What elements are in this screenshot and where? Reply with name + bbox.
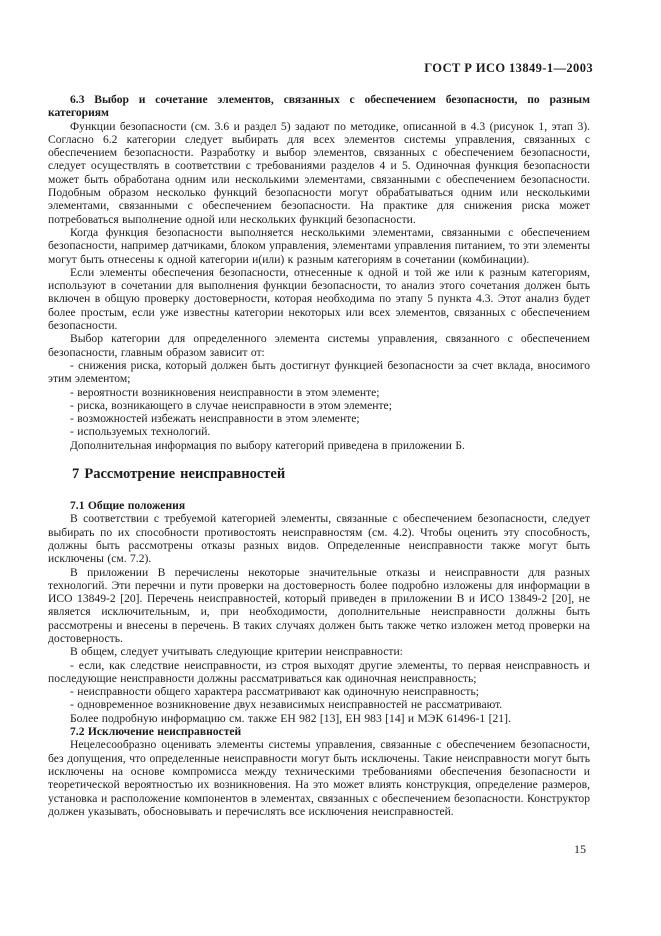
- paragraph: В соответствии с требуемой категорией элементы, связанные с обеспечением безопасности, следует выбирать по их способности противостоять неисправностям (см. 4.2). Чтобы оценить эту способность, должны быть рассмотрены отказы разных видов. Определенные неисправности также могут быть исключены (см. 7.2).: [48, 512, 590, 566]
- list-item: - возможностей избежать неисправности в этом элементе;: [70, 412, 360, 426]
- list-item: - вероятности возникновения неисправности в этом элементе;: [70, 385, 380, 399]
- list-item: - снижения риска, который должен быть достигнут функцией безопасности за счет вклада, вносимого этим элементом;: [48, 358, 590, 386]
- list-item: - если, как следствие неисправности, из строя выходят другие элементы, то первая неисправность и последующие неисправности должны рассматриваться как одиночная неисправность;: [48, 658, 590, 685]
- subsection-heading: 6.3 Выбор и сочетание элементов, связанных с обеспечением безопасности, по разным категориям: [48, 93, 590, 120]
- paragraph: Функции безопасности (см. 3.6 и раздел 5) задают по методике, описанной в 4.3 (рисунок 1, этап 3). Согласно 6.2 категории следует выбирать для всех элементов системы управления, связанных с обеспечением безопасности. Разработку и выбор элементов, связанных с обеспечением безопасности, следует осуществлять в соответствии с требованиями разделов 4 и 5. Одиночная функция безопасности может быть обработана одним или несколькими элементами, связанными с обеспечением безопасности. Подобным образом несколько функций безопасности могут обрабатываться одним или несколькими элементами, связанными с обеспечением безопасности. На практике для снижения риска может потребоваться выполнение одной или нескольких функций безопасности.: [48, 119, 590, 226]
- paragraph: Когда функция безопасности выполняется несколькими элементами, связанными с обеспечением безопасности, например датчиками, блоком управления, элементами управления питанием, то эти элементы могут быть отнесены к одной категории и(или) к разным категориям в сочетании (комбинации).: [48, 225, 590, 266]
- paragraph: Дополнительная информация по выбору категорий приведена в приложении Б.: [70, 438, 465, 452]
- section-heading: 7 Рассмотрение неисправностей: [72, 466, 286, 483]
- list-item: - одновременное возникновение двух независимых неисправностей не рассматривают.: [70, 698, 503, 712]
- paragraph: Нецелесообразно оценивать элементы системы управления, связанные с обеспечением безопасности, без допущения, что определенные неисправности могут быть исключены. Такие неисправности могут быть исключены на основе компромисса между техническими требованиями обеспечения безопасности и теоретической вероятностью их возникновения. На это может влиять конструкция, определение размеров, установка и расположение компонентов в элементах, связанных с обеспечением безопасности. Конструктор должен указывать, обосновывать и перечислять все исключения неисправностей.: [48, 738, 590, 818]
- standard-designation-header: ГОСТ Р ИСО 13849-1—2003: [424, 61, 593, 75]
- paragraph: Выбор категории для определенного элемента системы управления, связанного с обеспечением безопасности, главным образом зависит от:: [48, 332, 590, 359]
- list-item: - используемых технологий.: [70, 425, 211, 439]
- paragraph: Если элементы обеспечения безопасности, отнесенные к одной и той же или к разным категориям, используют в сочетании для выполнения функции безопасности, то анализ этого сочетания должен быть включен в общую проверку достоверности, которая необходима по этапу 5 пункта 4.3. Этот анализ будет более простым, если уже известны категории некоторых или всех элементов, связанных с обеспечением безопасности.: [48, 265, 590, 333]
- subsection-heading: 7.1 Общие положения: [70, 499, 186, 513]
- list-item: - неисправности общего характера рассматривают как одиночную неисправность;: [70, 685, 479, 699]
- paragraph: В общем, следует учитывать следующие критерии неисправности:: [70, 645, 403, 659]
- list-item: - риска, возникающего в случае неисправности в этом элементе;: [70, 398, 392, 412]
- document-content: [48, 93, 590, 818]
- paragraph: Более подробную информацию см. также ЕН 982 [13], ЕН 983 [14] и МЭК 61496-1 [21].: [70, 711, 511, 725]
- page-number: 15: [574, 842, 586, 856]
- subsection-heading: 7.2 Исключение неисправностей: [70, 725, 242, 739]
- paragraph: В приложении В перечислены некоторые значительные отказы и неисправности для разных технологий. Эти перечни и пути проверки на достоверность более подробно изложены для информации в ИСО 13849-2 [20]. Перечень неисправностей, который приведен в приложении В и ИСО 13849-2 [20], не является исключительным, и, при необходимости, дополнительные неисправности должны быть рассмотрены и внесены в перечень. В таких случаях должен быть также четко изложен метод проверки на достоверность.: [48, 565, 590, 645]
